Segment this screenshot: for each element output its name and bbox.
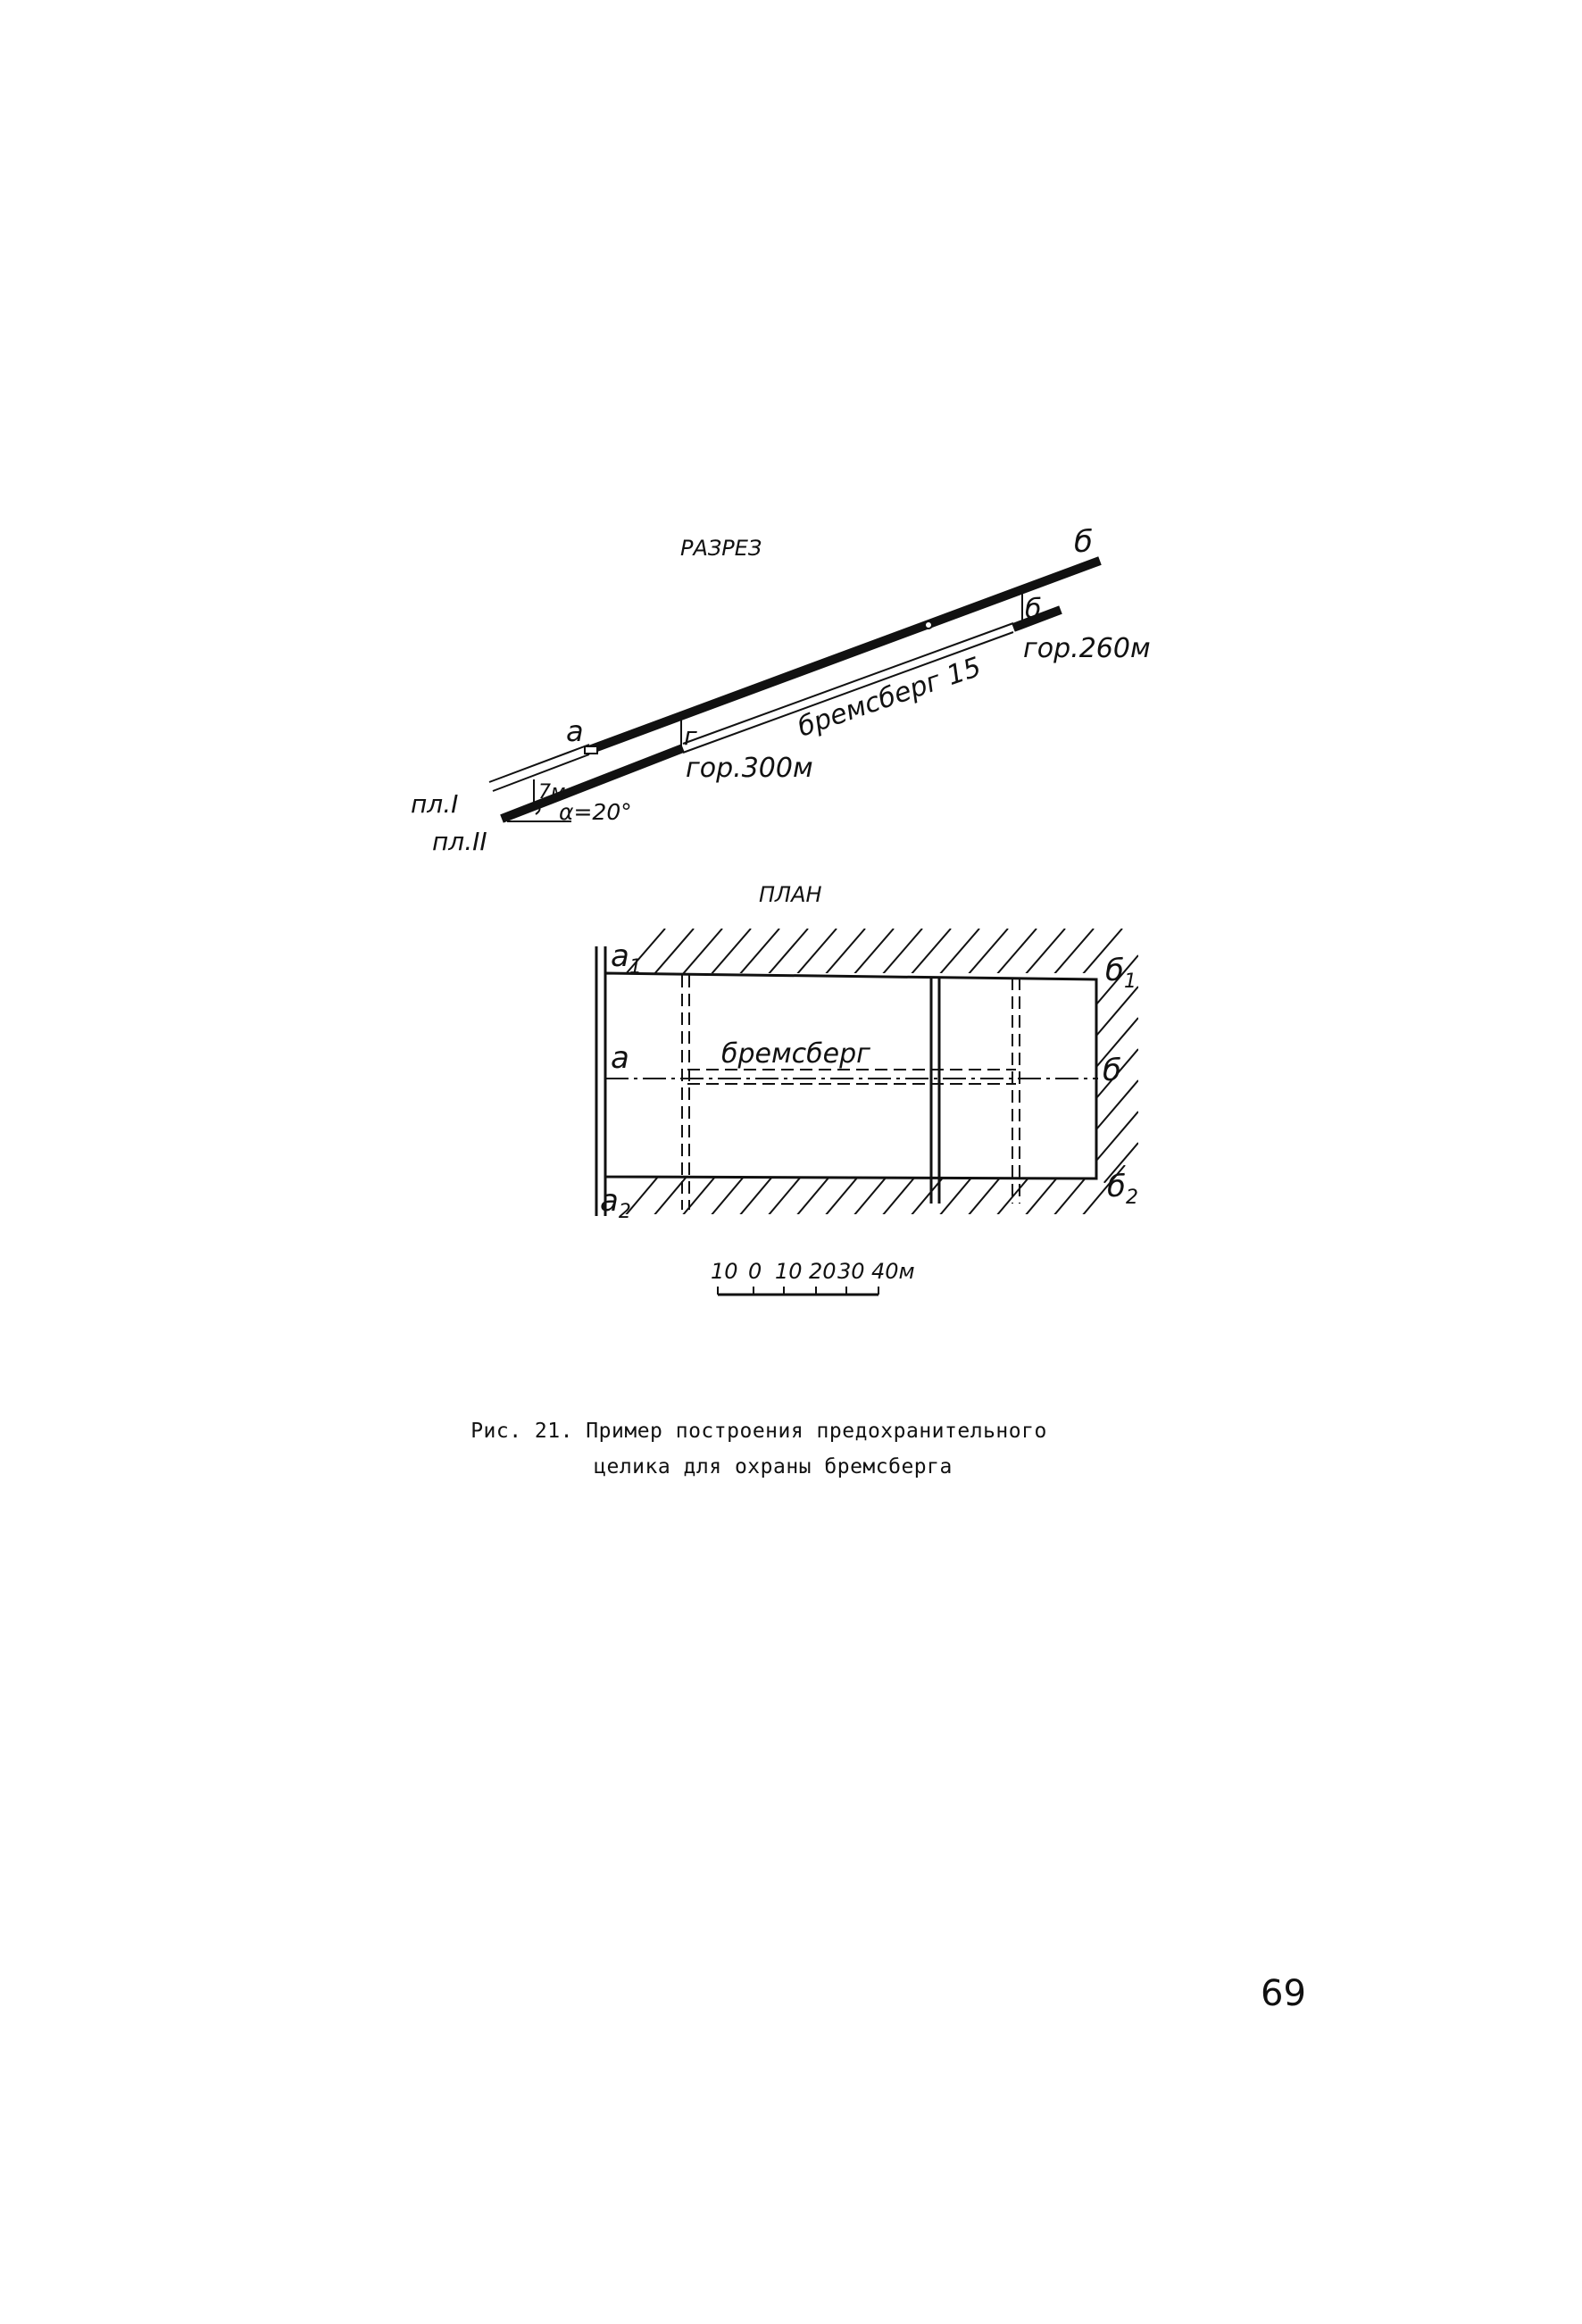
plan-point-a: а bbox=[611, 1040, 629, 1076]
point-a-marker bbox=[585, 746, 597, 754]
hatching-top bbox=[625, 929, 1122, 975]
scale-label-30: 30 bbox=[837, 1259, 865, 1284]
figure-caption-line-1: Рис. 21. Пример построения предохранительного bbox=[470, 1420, 1047, 1443]
section-title: РАЗРЕЗ bbox=[680, 536, 762, 561]
section-point-a: а bbox=[566, 714, 584, 748]
plan-point-b1: $б_1$ bbox=[1105, 953, 1137, 993]
thickness-label: 7м bbox=[538, 781, 566, 804]
section-incline-label: бремсберг 15 bbox=[794, 651, 986, 744]
seam-1-marker bbox=[925, 621, 932, 629]
seam-1-upper-edge bbox=[489, 745, 589, 782]
plan-point-a2: $а_2$ bbox=[600, 1183, 631, 1223]
section-point-b-top: б bbox=[1074, 524, 1093, 560]
section-point-g: г bbox=[684, 721, 697, 751]
level-300-label: гор.300м bbox=[686, 753, 813, 784]
figure-caption-line-2: целика для охраны бремсберга bbox=[594, 1455, 953, 1479]
section-view bbox=[411, 524, 1151, 856]
section-point-b-lower: б bbox=[1025, 594, 1042, 625]
level-260-label: гор.260м bbox=[1023, 633, 1151, 664]
plan-point-b2: $б_2$ bbox=[1107, 1169, 1138, 1209]
scale-label-40m: 40м bbox=[871, 1259, 915, 1284]
scale-label-10: 10 bbox=[775, 1259, 803, 1284]
safety-pillar-outline bbox=[605, 973, 1096, 1179]
plan-view bbox=[596, 882, 1138, 1223]
plan-point-b: б bbox=[1103, 1053, 1121, 1088]
seam-2-label: пл.II bbox=[432, 827, 487, 856]
scale-bar bbox=[711, 1259, 915, 1295]
page-number: 69 bbox=[1261, 1973, 1306, 2014]
scale-label-0: 0 bbox=[748, 1259, 762, 1284]
plan-point-a1: $а_1$ bbox=[611, 938, 642, 979]
angle-label: α=20° bbox=[559, 799, 632, 825]
plan-title: ПЛАН bbox=[759, 882, 822, 907]
seam-1-label: пл.I bbox=[411, 789, 459, 819]
scale-label-10-left: 10 bbox=[711, 1259, 738, 1284]
scale-label-20: 20 bbox=[809, 1259, 837, 1284]
plan-incline-label: бремсберг bbox=[721, 1038, 870, 1070]
